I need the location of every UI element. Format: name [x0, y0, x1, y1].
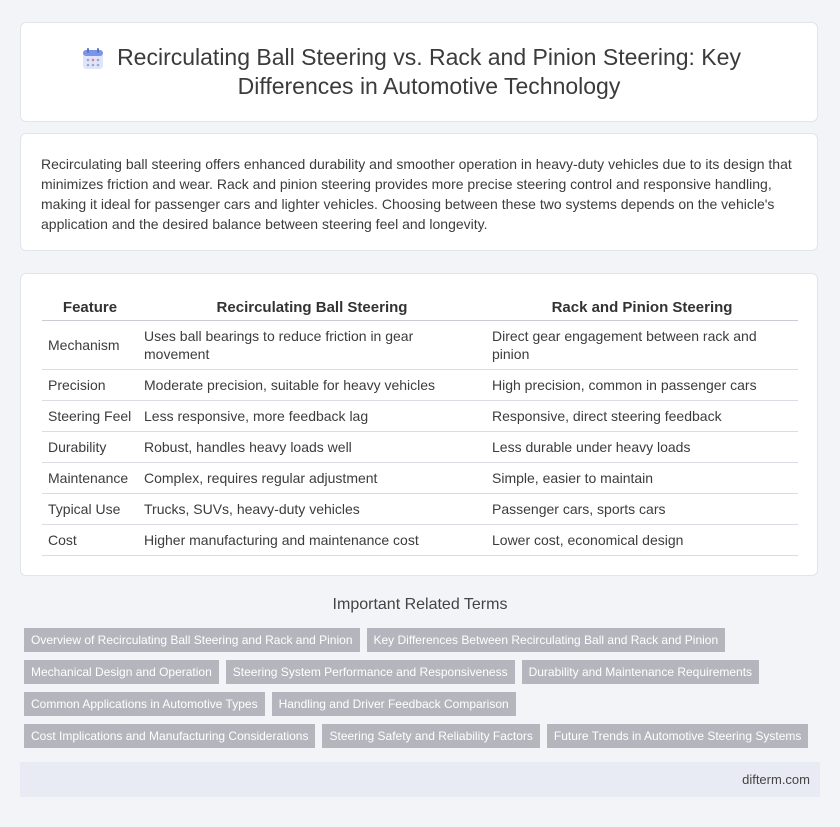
table-row: [42, 525, 798, 556]
cell-rack-pinion: High precision, common in passenger cars: [486, 370, 798, 401]
table-row: [42, 401, 798, 432]
related-term-tag[interactable]: Handling and Driver Feedback Comparison: [272, 692, 516, 716]
cell-recirculating: Uses ball bearings to reduce friction in gear movement: [138, 321, 486, 370]
table-row: [42, 494, 798, 525]
cell-rack-pinion: Less durable under heavy loads: [486, 432, 798, 463]
cell-rack-pinion: Responsive, direct steering feedback: [486, 401, 798, 432]
table-header-row: [42, 294, 798, 321]
cell-feature: Maintenance: [42, 463, 138, 494]
cell-recirculating: Higher manufacturing and maintenance cost: [138, 525, 486, 556]
cell-feature: Durability: [42, 432, 138, 463]
related-term-tag[interactable]: Cost Implications and Manufacturing Considerations: [24, 724, 315, 748]
footer-site[interactable]: difterm.com: [742, 772, 810, 787]
cell-feature: Mechanism: [42, 321, 138, 370]
related-term-tag[interactable]: Common Applications in Automotive Types: [24, 692, 265, 716]
related-term-tag[interactable]: Mechanical Design and Operation: [24, 660, 219, 684]
cell-feature: Steering Feel: [42, 401, 138, 432]
table-row: [42, 370, 798, 401]
title-card: [20, 22, 818, 122]
footer: [20, 762, 820, 797]
cell-recirculating: Robust, handles heavy loads well: [138, 432, 486, 463]
related-term-tag[interactable]: Steering Safety and Reliability Factors: [322, 724, 539, 748]
table-row: [42, 321, 798, 370]
header-recirculating-ball: Recirculating Ball Steering: [138, 294, 486, 321]
related-term-tag[interactable]: Steering System Performance and Responsiveness: [226, 660, 515, 684]
related-term-tag[interactable]: Key Differences Between Recirculating Ball and Rack and Pinion: [367, 628, 726, 652]
cell-rack-pinion: Passenger cars, sports cars: [486, 494, 798, 525]
comparison-table: [42, 294, 798, 556]
related-terms-title: Important Related Terms: [332, 596, 508, 613]
intro-paragraph: Recirculating ball steering offers enhanced durability and smoother operation in heavy-duty vehicles due to its design that minimizes friction and wear. Rack and pinion steering provides more precise steering control and responsive handling, making it ideal for passenger cars and lighter vehicles. Choosing between these two systems depends on the vehicle's application and the desired balance between steering feel and longevity.: [41, 156, 792, 232]
intro-card: [20, 133, 818, 251]
cell-rack-pinion: Direct gear engagement between rack and pinion: [486, 321, 798, 370]
table-row: [42, 463, 798, 494]
header-feature: Feature: [42, 294, 138, 321]
related-term-tag[interactable]: Overview of Recirculating Ball Steering and Rack and Pinion: [24, 628, 360, 652]
cell-feature: Cost: [42, 525, 138, 556]
header-rack-and-pinion: Rack and Pinion Steering: [486, 294, 798, 321]
related-term-tag[interactable]: Durability and Maintenance Requirements: [522, 660, 759, 684]
cell-recirculating: Less responsive, more feedback lag: [138, 401, 486, 432]
cell-recirculating: Complex, requires regular adjustment: [138, 463, 486, 494]
cell-recirculating: Moderate precision, suitable for heavy vehicles: [138, 370, 486, 401]
cell-recirculating: Trucks, SUVs, heavy-duty vehicles: [138, 494, 486, 525]
cell-feature: Precision: [42, 370, 138, 401]
cell-rack-pinion: Simple, easier to maintain: [486, 463, 798, 494]
table-row: [42, 432, 798, 463]
page-title: Recirculating Ball Steering vs. Rack and Pinion Steering: Key Differences in Automotive Technology: [117, 44, 741, 99]
cell-rack-pinion: Lower cost, economical design: [486, 525, 798, 556]
related-term-tag[interactable]: Future Trends in Automotive Steering Systems: [547, 724, 808, 748]
comparison-card: [20, 273, 818, 576]
cell-feature: Typical Use: [42, 494, 138, 525]
related-terms: [24, 628, 824, 756]
